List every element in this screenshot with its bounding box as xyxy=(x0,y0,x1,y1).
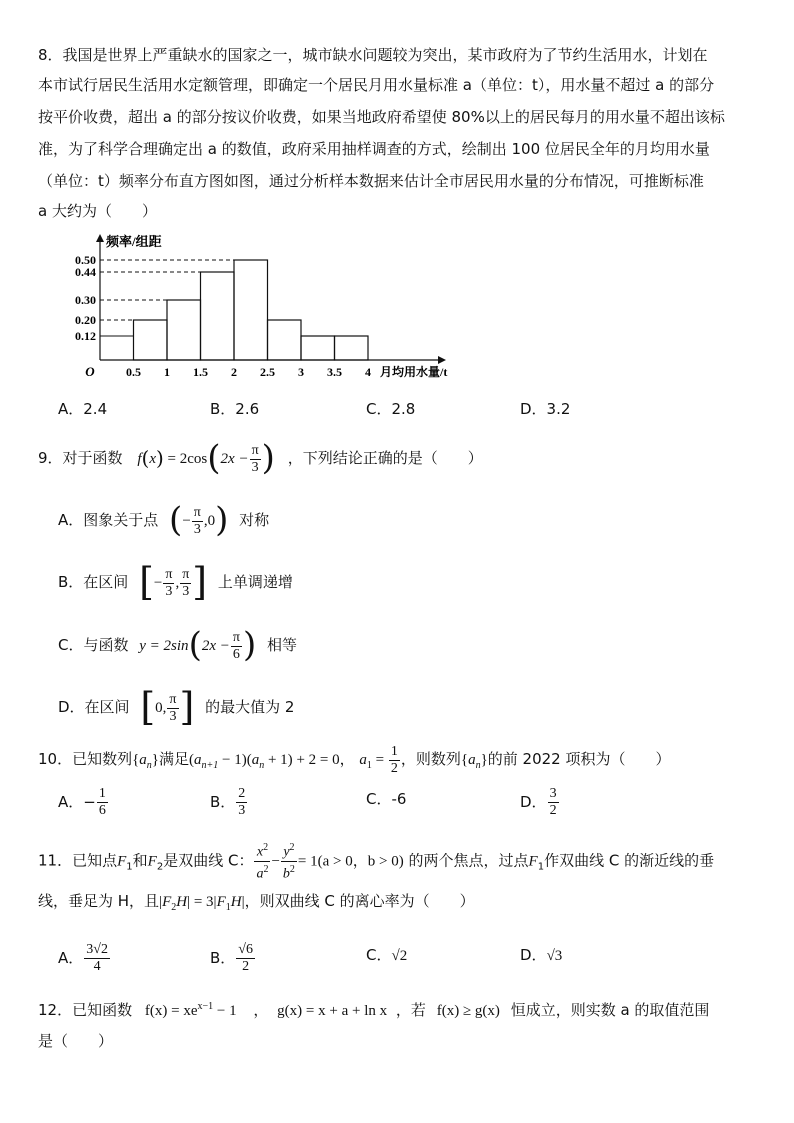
q10-stem: 10．已知数列$\{a_n\}$满足$(a_{n+1} - 1)(a_n + 1) + 2 = 0$， $a_1$ = $\frac{1}{2}$ ，则数列$\{a_n\}$的前 2022 项积为（ ） xyxy=(38,744,671,776)
q12-stem-line1: 12．已知函数 $f(x) = xe^{x-1} - 1$ ， g(x) = x + a + ln x ，若 f(x) ≥ g(x) 恒成立，则实数 a 的取值范围 xyxy=(38,1001,710,1019)
y-tick-label: 0.30 xyxy=(75,293,96,307)
q9-b-pi: π xyxy=(165,567,173,582)
q10-option-d xyxy=(520,786,560,819)
q9-c-post: 相等 xyxy=(266,635,297,654)
q9-f: f xyxy=(137,450,142,467)
q11-c-val: √2 xyxy=(391,948,408,964)
q9-stem: 9．对于函数 f(x) = 2cos(2x − $\frac{\pi}{3}$ ) ，下列结论正确的是（ ） xyxy=(38,437,483,478)
q9-three: 3 xyxy=(251,460,259,475)
histogram-bar xyxy=(134,320,168,360)
q10-post: ，则数列 xyxy=(400,749,461,768)
q11-option-c xyxy=(366,944,407,967)
x-axis-label: 月均用水量/t xyxy=(380,365,448,379)
x-axis-arrow-icon xyxy=(438,356,446,364)
q9-d-pre: D．在区间 xyxy=(58,697,130,716)
y-tick-label: 0.44 xyxy=(75,265,96,279)
q11-pre: 11．已知点 xyxy=(38,851,118,870)
x-tick-label: 1.5 xyxy=(193,365,208,379)
q8-option-a: A．2.4 xyxy=(58,400,108,418)
q8-option-c: C．2.8 xyxy=(366,400,416,418)
x-tick-label: 0.5 xyxy=(126,365,141,379)
q8-text-line: 本市试行居民生活用水定额管理，即确定一个居民月用水量标准 a（单位：t），用水量不超过 a 的部分 xyxy=(38,76,715,94)
q9-stem-prefix: 9．对于函数 xyxy=(38,448,123,467)
q11-option-d xyxy=(520,944,562,967)
q8-text-line: 8．我国是世界上严重缺水的国家之一，城市缺水问题较为突出，某市政府为了节约生活用水，计划在 xyxy=(38,46,708,64)
q9-b-pre: B．在区间 xyxy=(58,572,129,591)
q11-c-label: C． xyxy=(366,946,392,964)
q11-stem-line1: 11．已知点$F_1$和$F_2$是双曲线 C： $\frac{x^2}{a^2}$ − $\frac{y^2}{b^2}$ = 1(a > 0，b > 0) 的两个焦点，过点$F_1$作双曲线 C 的渐近线的垂 xyxy=(38,842,715,882)
y-axis-label: 频率/组距 xyxy=(106,234,162,249)
q11-d-label: D． xyxy=(520,946,547,964)
q8-text-line: a 大约为（ ） xyxy=(38,202,157,220)
q10-a1: a xyxy=(359,751,367,768)
q12-stem-line2: 是（ ） xyxy=(38,1032,114,1050)
q9-a-pre: A．图象关于点 xyxy=(58,510,159,529)
histogram-bar xyxy=(335,336,369,360)
q10-a1-eq: = xyxy=(375,751,385,768)
y-tick-label: 0.50 xyxy=(75,253,96,267)
q8-text-line: 准，为了科学合理确定出 a 的数值，政府采用抽样调查的方式，绘制出 100 位居民全年的月均用水量 xyxy=(38,140,710,158)
q9-a-post: 对称 xyxy=(239,510,270,529)
q9-c-six: 6 xyxy=(232,647,240,662)
q9-option-c: C．与函数 y = 2sin(2x − $\frac{\pi}{6}$ ) 相等 xyxy=(58,624,297,665)
q9-c-pi: π xyxy=(232,630,240,645)
origin-label: O xyxy=(85,364,95,379)
q10-d-num: 3 xyxy=(549,786,557,801)
q10-d-den: 2 xyxy=(549,803,557,818)
q12-g-def: g(x) = x + a + ln x xyxy=(277,1003,388,1019)
q10-a-num: 1 xyxy=(98,786,106,801)
q11-post: 的两个焦点，过点 xyxy=(408,851,529,870)
q9-d-pi: π xyxy=(169,692,177,707)
q10-a-label: A．− xyxy=(58,793,96,811)
q8-option-b: B．2.6 xyxy=(210,400,260,418)
q12-f-def: f(x) = xe xyxy=(144,1003,198,1019)
x-tick-label: 3.5 xyxy=(327,365,342,379)
q10-two: 2 xyxy=(390,761,398,776)
q12-f-tail: − 1 xyxy=(216,1003,237,1019)
q8-text-line: 按平价收费，超出 a 的部分按议价收费，如果当地政府希望使 80%以上的居民每月的用水量不超出该标 xyxy=(38,108,725,126)
q9-arg: 2x − xyxy=(220,450,249,467)
q12-ineq: f(x) ≥ g(x) xyxy=(436,1003,500,1019)
q8-option-d: D．3.2 xyxy=(520,400,571,418)
q10-d-label: D． xyxy=(520,793,547,811)
q9-c-pre: C．与函数 xyxy=(58,635,129,654)
q11-b-den: 2 xyxy=(242,959,250,974)
q11-option-a xyxy=(58,942,111,975)
q10-b-label: B． xyxy=(210,793,236,811)
q11-d-val: √3 xyxy=(546,948,563,964)
q9-b-post: 上单调递增 xyxy=(217,572,293,591)
q10-b-den: 3 xyxy=(238,803,246,818)
histogram-bar xyxy=(201,272,235,360)
q11-and: 和 xyxy=(132,851,148,870)
q12-f-exp: x−1 xyxy=(197,1001,214,1012)
x-tick-label: 1 xyxy=(164,365,170,379)
histogram-bar xyxy=(234,260,268,360)
q9-b-pi2: π xyxy=(182,567,190,582)
q12-cond-post: 恒成立，则实数 a 的取值范围 xyxy=(510,1001,710,1019)
y-tick-label: 0.12 xyxy=(75,329,96,343)
y-tick-label: 0.20 xyxy=(75,313,96,327)
q9-c-func: y = 2sin xyxy=(139,637,189,654)
frequency-histogram xyxy=(75,230,470,380)
q10-a-den: 6 xyxy=(98,803,106,818)
q11-post2: 作双曲线 C 的渐近线的垂 xyxy=(544,851,715,870)
q10-option-b xyxy=(210,786,248,819)
q9-pi: π xyxy=(251,443,259,458)
q10-b-num: 2 xyxy=(238,786,246,801)
histogram-bar xyxy=(268,320,302,360)
q10-mid: 满足 xyxy=(159,749,190,768)
q9-b-three2: 3 xyxy=(182,584,190,599)
q9-a-pi: π xyxy=(193,505,201,520)
q9-stem-suffix: ，下列结论正确的是（ ） xyxy=(287,448,483,467)
q12-cond-pre: ，若 xyxy=(395,1001,426,1019)
y-axis-arrow-icon xyxy=(96,234,104,242)
q9-option-b: B．在区间 [− $\frac{\pi}{3}$ , $\frac{\pi}{3}$ ] 上单调递增 xyxy=(58,559,293,604)
q8-text-line: （单位：t）频率分布直方图如图，通过分析样本数据来估计全市居民用水量的分布情况，可推断标准 xyxy=(38,172,704,190)
q11-b-num: √6 xyxy=(238,942,253,957)
x-tick-label: 3 xyxy=(298,365,304,379)
q11-b-label: B． xyxy=(210,949,236,967)
q10-option-a xyxy=(58,786,109,819)
q11-hyp: 是双曲线 C： xyxy=(163,851,254,870)
q11-stem-line2: 线，垂足为 H，且$|F_2H| = 3|F_1H|$，则双曲线 C 的离心率为（ ） xyxy=(38,892,475,913)
q9-a-three: 3 xyxy=(193,522,201,537)
histogram-bar xyxy=(167,300,201,360)
q11-line2-post: ，则双曲线 C 的离心率为（ ） xyxy=(244,892,475,910)
q9-d-zero: 0, xyxy=(155,699,167,716)
x-tick-label: 2 xyxy=(231,365,237,379)
q10-post2: 的前 2022 项积为（ ） xyxy=(487,749,671,768)
q10-pre: 10．已知数列 xyxy=(38,749,133,768)
q11-option-b xyxy=(210,942,256,975)
q9-d-three: 3 xyxy=(169,709,177,724)
q12-pre: 12．已知函数 xyxy=(38,1001,133,1019)
q9-option-a: A．图象关于点 (− $\frac{\pi}{3}$ ,0) 对称 xyxy=(58,499,270,540)
q11-a-num: 3√2 xyxy=(86,942,108,957)
q9-option-d: D．在区间 [0, $\frac{\pi}{3}$ ] 的最大值为 2 xyxy=(58,684,295,729)
x-tick-label: 2.5 xyxy=(260,365,275,379)
q10-one: 1 xyxy=(390,744,398,759)
q10-eq: + 2 = 0 xyxy=(296,751,340,768)
q9-rhs: = 2cos xyxy=(167,450,208,467)
q11-cond: (a > 0，b > 0) xyxy=(317,853,404,870)
x-tick-label: 4 xyxy=(365,365,371,379)
q9-c-arg: 2x − xyxy=(201,637,230,654)
q11-line2-pre: 线，垂足为 H，且 xyxy=(38,892,160,910)
q10-option-c: C．-6 xyxy=(366,790,407,808)
q9-d-post: 的最大值为 2 xyxy=(205,697,295,716)
q9-b-three: 3 xyxy=(165,584,173,599)
q9-a-mid: ,0 xyxy=(203,512,216,529)
q11-a-label: A． xyxy=(58,949,84,967)
q11-a-den: 4 xyxy=(93,959,101,974)
histogram-bar xyxy=(301,336,335,360)
